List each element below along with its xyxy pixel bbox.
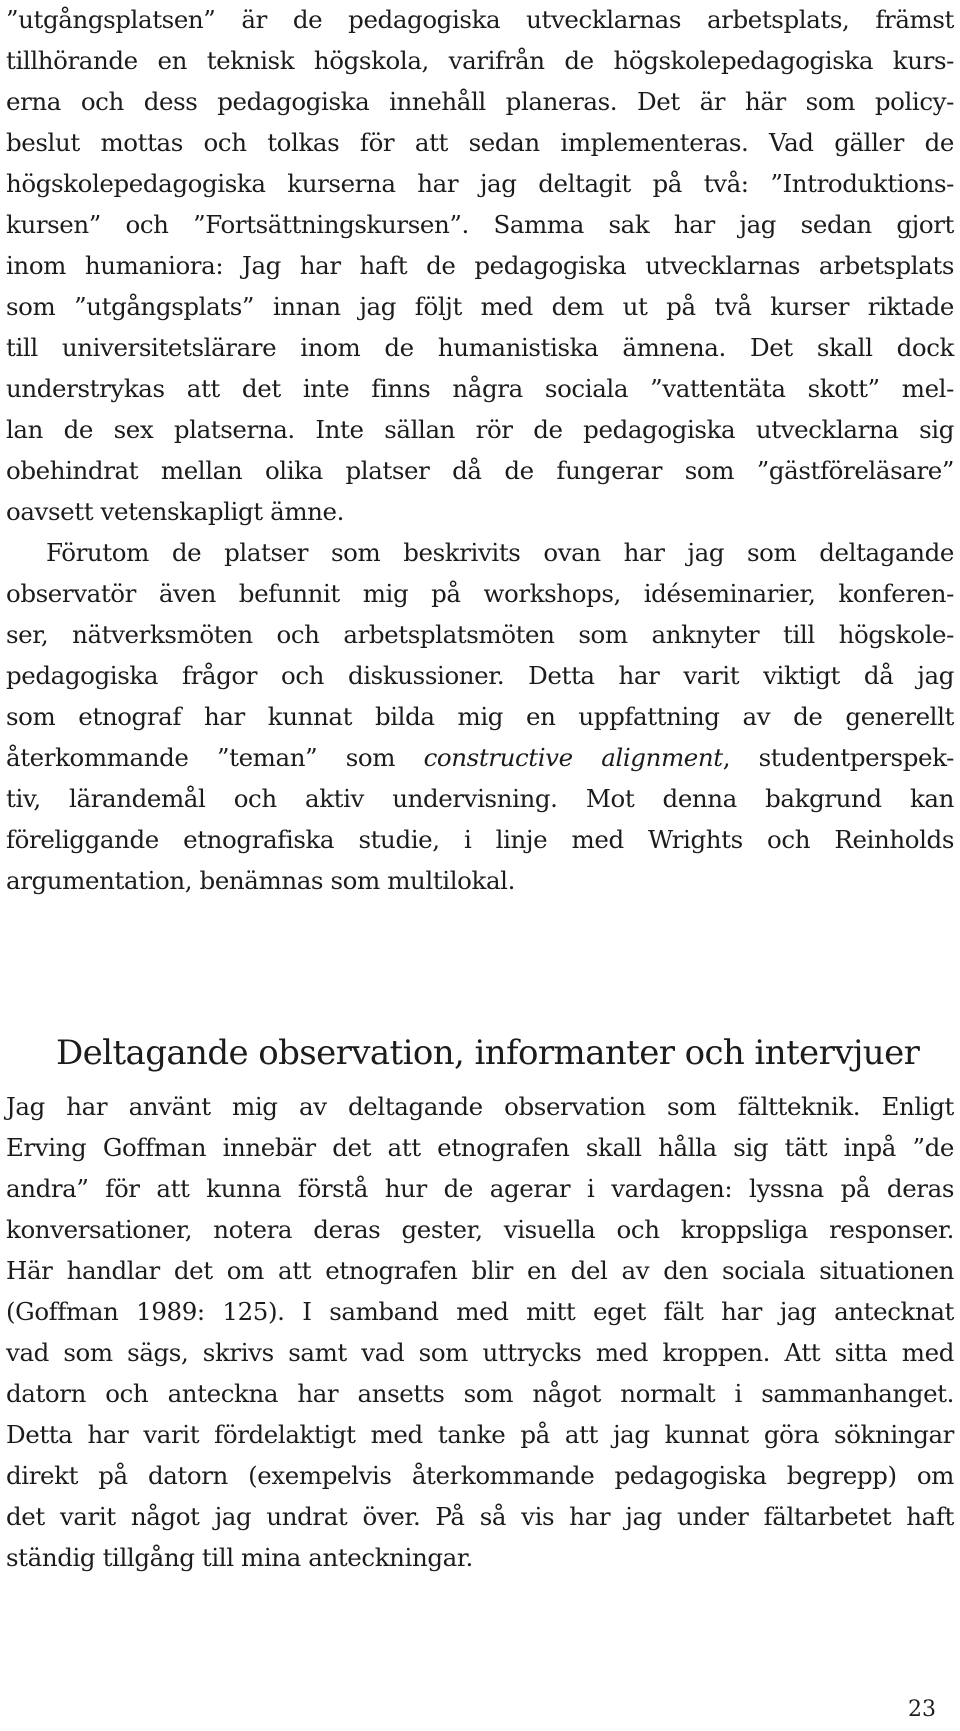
page-number: 23	[908, 1697, 936, 1722]
italic-term: constructive alignment	[423, 743, 723, 772]
text-line: tillhörande en teknisk högskola, varifrån de högskolepedagogiska kurs-	[6, 46, 954, 75]
text-line: Jag har använt mig av deltagande observation som fältteknik. Enligt	[6, 1092, 954, 1121]
text-line: andra” för att kunna förstå hur de agerar i vardagen: lyssna på deras	[6, 1174, 954, 1203]
text-line	[6, 743, 954, 773]
text-line: pedagogiska frågor och diskussioner. Detta har varit viktigt då jag	[6, 661, 954, 690]
text-line: erna och dess pedagogiska innehåll planeras. Det är här som policy-	[6, 87, 954, 116]
text-line: direkt på datorn (exempelvis återkommande pedagogiska begrepp) om	[6, 1461, 954, 1490]
text-line: som etnograf har kunnat bilda mig en uppfattning av de generellt	[6, 702, 954, 731]
text-line: ”utgångsplatsen” är de pedagogiska utvecklarnas arbetsplats, främst	[6, 5, 954, 34]
text-line: ständig tillgång till mina anteckningar.	[6, 1543, 473, 1572]
text-line: (Goffman 1989: 125). I samband med mitt eget fält har jag antecknat	[6, 1297, 954, 1326]
text-line: ser, nätverksmöten och arbetsplatsmöten som anknyter till högskole-	[6, 620, 954, 649]
text-line: obehindrat mellan olika platser då de fungerar som ”gästföreläsare”	[6, 456, 954, 485]
text-line: Här handlar det om att etnografen blir en del av den sociala situationen	[6, 1256, 954, 1285]
text-line: Förutom de platser som beskrivits ovan har jag som deltagande	[46, 538, 954, 567]
text-line: högskolepedagogiska kurserna har jag deltagit på två: ”Introduktions-	[6, 169, 954, 198]
text-run: återkommande ”teman” som	[6, 743, 424, 772]
text-line: till universitetslärare inom de humanistiska ämnena. Det skall dock	[6, 333, 954, 362]
text-line: föreliggande etnografiska studie, i linje med Wrights och Reinholds	[6, 825, 954, 854]
text-line: som ”utgångsplats” innan jag följt med dem ut på två kurser riktade	[6, 292, 954, 321]
text-line: observatör även befunnit mig på workshops, idéseminarier, konferen-	[6, 579, 954, 608]
text-line: Erving Goffman innebär det att etnografen skall hålla sig tätt inpå ”de	[6, 1133, 954, 1162]
text-line: det varit något jag undrat över. På så vis har jag under fältarbetet haft	[6, 1502, 954, 1531]
text-line: beslut mottas och tolkas för att sedan implementeras. Vad gäller de	[6, 128, 954, 157]
text-line: Detta har varit fördelaktigt med tanke på att jag kunnat göra sökningar	[6, 1420, 954, 1449]
text-line: lan de sex platserna. Inte sällan rör de pedagogiska utvecklarna sig	[6, 415, 954, 444]
text-line: kursen” och ”Fortsättningskursen”. Samma sak har jag sedan gjort	[6, 210, 954, 239]
text-line: konversationer, notera deras gester, visuella och kroppsliga responser.	[6, 1215, 954, 1244]
text-line: vad som sägs, skrivs samt vad som uttrycks med kroppen. Att sitta med	[6, 1338, 954, 1367]
text-line: argumentation, benämnas som multilokal.	[6, 866, 516, 895]
text-run: , studentperspek-	[722, 743, 954, 772]
text-line: inom humaniora: Jag har haft de pedagogiska utvecklarnas arbetsplats	[6, 251, 954, 280]
text-line: oavsett vetenskapligt ämne.	[6, 497, 345, 526]
section-heading: Deltagande observation, informanter och intervjuer	[56, 1033, 920, 1073]
text-line: datorn och anteckna har ansetts som något normalt i sammanhanget.	[6, 1379, 954, 1408]
text-line: understrykas att det inte finns några sociala ”vattentäta skott” mel-	[6, 374, 954, 403]
text-line: tiv, lärandemål och aktiv undervisning. Mot denna bakgrund kan	[6, 784, 954, 813]
